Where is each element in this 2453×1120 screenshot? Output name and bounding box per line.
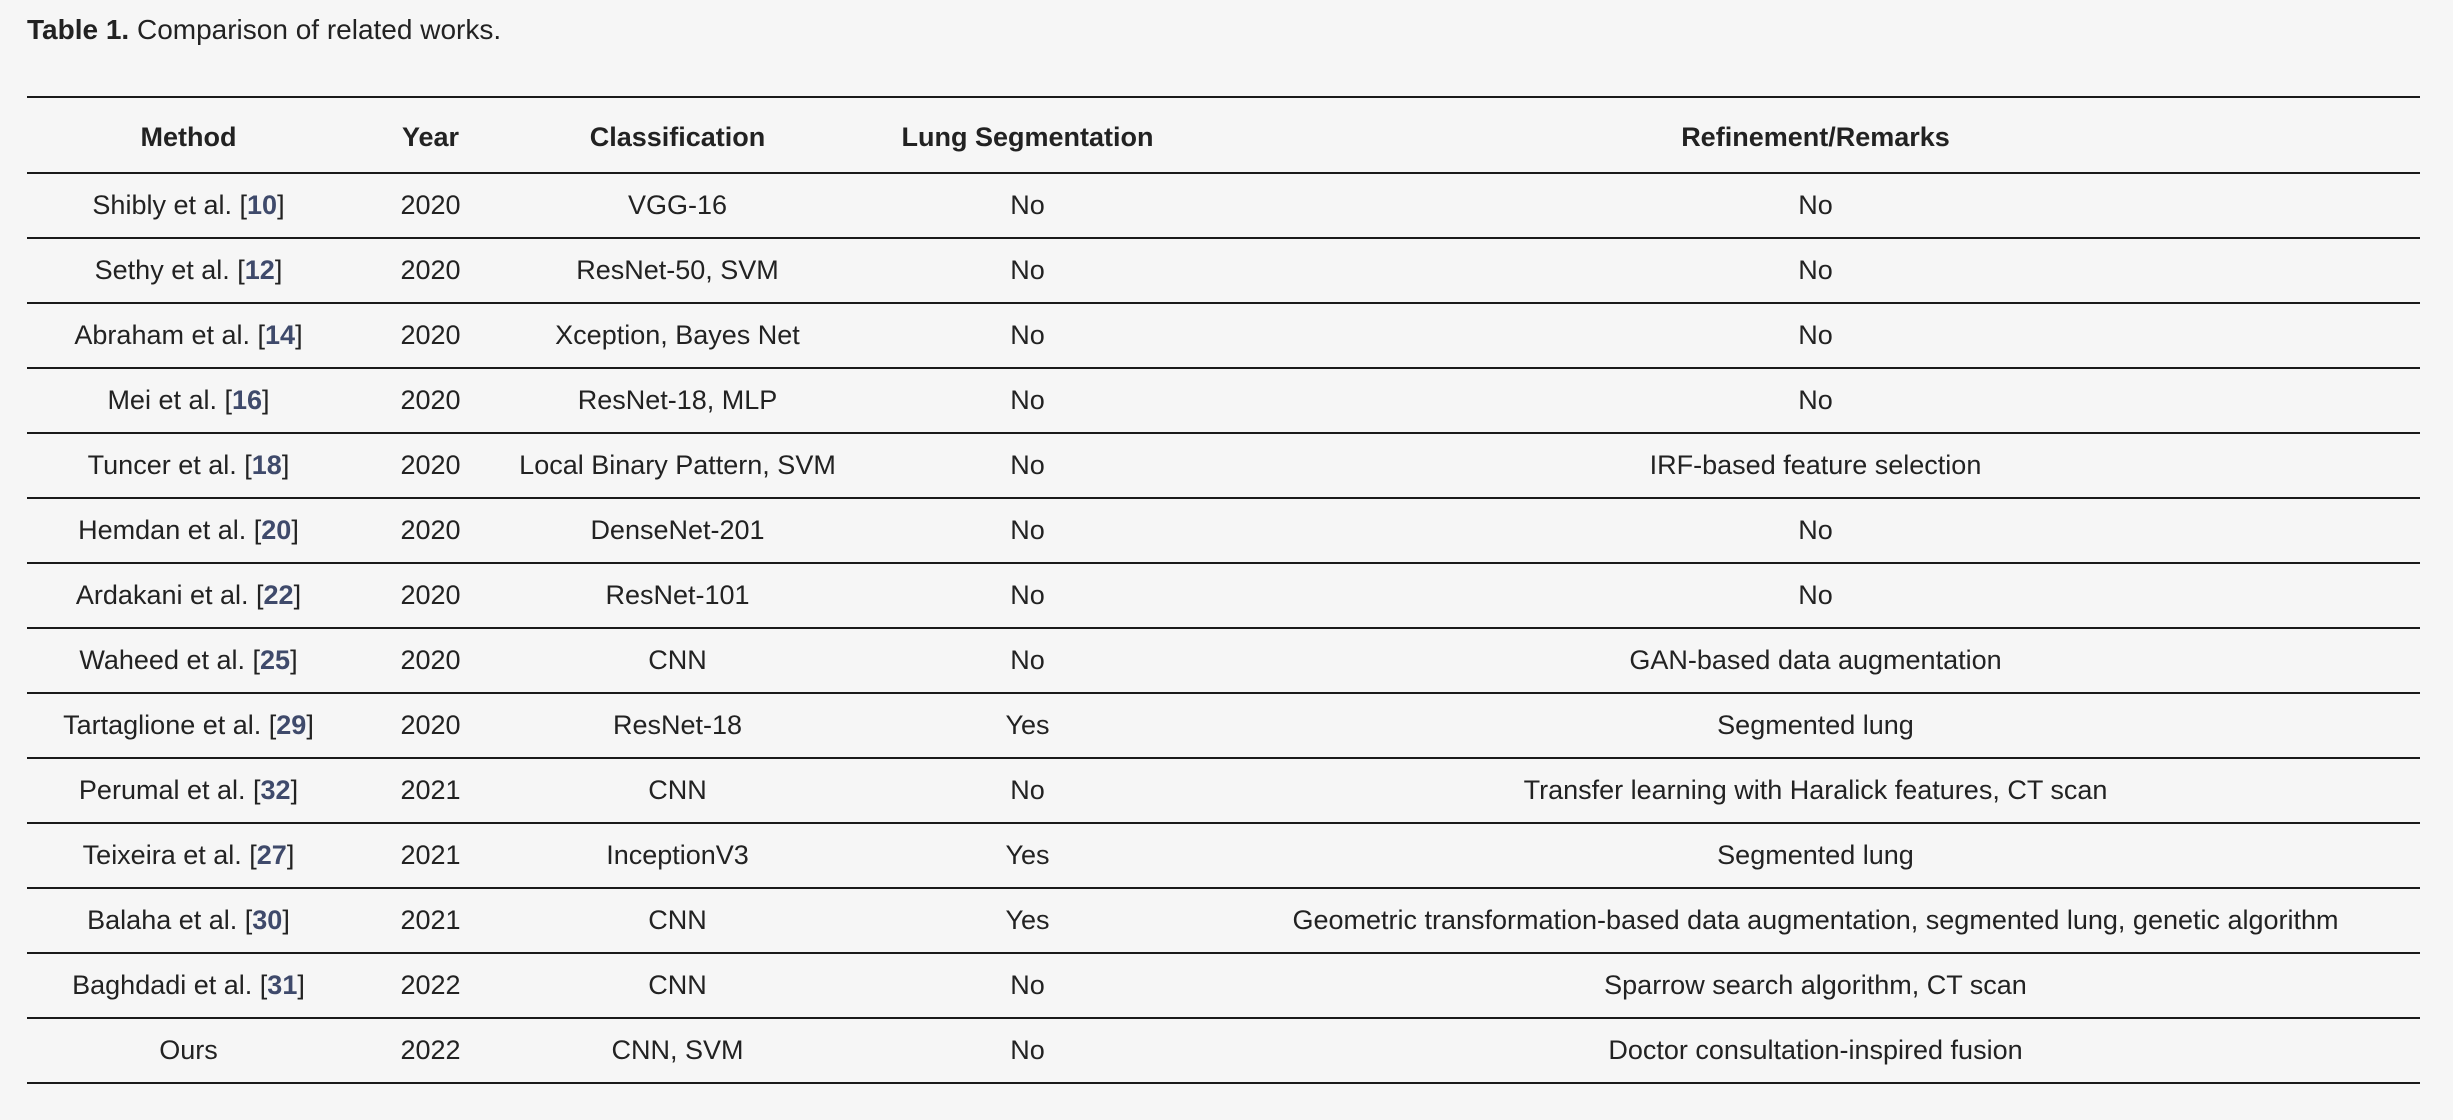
cell-lung-segmentation: No bbox=[1010, 970, 1045, 1000]
related-works-table bbox=[27, 96, 2420, 1084]
cell-year: 2022 bbox=[400, 970, 461, 1000]
cell-year: 2020 bbox=[400, 385, 461, 415]
cell-method: Hemdan et al. [20] bbox=[78, 515, 299, 545]
cell-remarks: No bbox=[1798, 320, 1833, 350]
cell-year: 2020 bbox=[400, 710, 461, 740]
header-classification: Classification bbox=[589, 121, 766, 152]
cell-remarks: Transfer learning with Haralick features, CT scan bbox=[1523, 775, 2108, 805]
cell-year: 2020 bbox=[400, 450, 461, 480]
table-caption-text: Comparison of related works. bbox=[136, 14, 502, 45]
cell-classification: CNN bbox=[648, 775, 707, 805]
cell-classification: ResNet-101 bbox=[605, 580, 750, 610]
cell-lung-segmentation: No bbox=[1010, 580, 1045, 610]
cell-remarks: Sparrow search algorithm, CT scan bbox=[1604, 970, 2027, 1000]
table-caption-label: Table 1. bbox=[27, 14, 130, 45]
header-year: Year bbox=[401, 121, 460, 152]
cell-remarks: No bbox=[1798, 385, 1833, 415]
table-row bbox=[27, 953, 2420, 1018]
header-method: Method bbox=[140, 121, 237, 152]
cell-classification: Xception, Bayes Net bbox=[555, 320, 800, 350]
table-row bbox=[27, 693, 2420, 758]
method-author: Baghdadi et al. bbox=[72, 970, 253, 1000]
cell-method: Shibly et al. [10] bbox=[92, 190, 285, 220]
table-row bbox=[27, 1018, 2420, 1083]
reference-link[interactable]: 12 bbox=[244, 255, 275, 285]
method-author: Shibly et al. bbox=[92, 190, 232, 220]
cell-year: 2020 bbox=[400, 515, 461, 545]
cell-classification: InceptionV3 bbox=[606, 840, 749, 870]
cell-method: Mei et al. [16] bbox=[107, 385, 270, 415]
cell-method: Sethy et al. [12] bbox=[94, 255, 283, 285]
cell-remarks: Geometric transformation-based data augmentation, segmented lung, genetic algorithm bbox=[1292, 905, 2339, 935]
cell-year: 2020 bbox=[400, 320, 461, 350]
cell-method: Tuncer et al. [18] bbox=[87, 450, 290, 480]
cell-method: Teixeira et al. [27] bbox=[82, 840, 295, 870]
method-author: Ours bbox=[159, 1035, 218, 1065]
cell-lung-segmentation: No bbox=[1010, 255, 1045, 285]
method-author: Teixeira et al. bbox=[82, 840, 242, 870]
cell-classification: VGG-16 bbox=[627, 190, 728, 220]
table-row bbox=[27, 758, 2420, 823]
cell-year: 2020 bbox=[400, 255, 461, 285]
cell-lung-segmentation: No bbox=[1010, 775, 1045, 805]
method-author: Waheed et al. bbox=[79, 645, 246, 675]
method-author: Perumal et al. bbox=[78, 775, 246, 805]
cell-remarks: IRF-based feature selection bbox=[1649, 450, 1982, 480]
reference-link[interactable]: 27 bbox=[256, 840, 287, 870]
cell-remarks: No bbox=[1798, 255, 1833, 285]
table-row bbox=[27, 628, 2420, 693]
method-author: Hemdan et al. bbox=[78, 515, 247, 545]
cell-lung-segmentation: No bbox=[1010, 645, 1045, 675]
cell-method: Waheed et al. [25] bbox=[79, 645, 298, 675]
reference-link[interactable]: 14 bbox=[265, 320, 296, 350]
cell-year: 2021 bbox=[400, 905, 461, 935]
header-lung-segmentation: Lung Segmentation bbox=[901, 121, 1154, 152]
cell-remarks: Doctor consultation-inspired fusion bbox=[1608, 1035, 2023, 1065]
table-row bbox=[27, 238, 2420, 303]
cell-remarks: GAN-based data augmentation bbox=[1629, 645, 2002, 675]
cell-lung-segmentation: No bbox=[1010, 450, 1045, 480]
cell-year: 2020 bbox=[400, 190, 461, 220]
cell-classification: CNN bbox=[648, 970, 707, 1000]
cell-remarks: No bbox=[1798, 190, 1833, 220]
cell-lung-segmentation: Yes bbox=[1005, 840, 1050, 870]
cell-year: 2020 bbox=[400, 580, 461, 610]
cell-remarks: Segmented lung bbox=[1717, 710, 1914, 740]
cell-lung-segmentation: No bbox=[1010, 515, 1045, 545]
cell-method: Tartaglione et al. [29] bbox=[63, 710, 314, 740]
method-author: Abraham et al. bbox=[74, 320, 250, 350]
header-remarks: Refinement/Remarks bbox=[1681, 121, 1950, 152]
cell-classification: CNN, SVM bbox=[611, 1035, 744, 1065]
reference-link[interactable]: 25 bbox=[260, 645, 291, 675]
cell-lung-segmentation: Yes bbox=[1005, 905, 1050, 935]
method-author: Tartaglione et al. bbox=[63, 710, 262, 740]
table-row bbox=[27, 563, 2420, 628]
cell-lung-segmentation: No bbox=[1010, 190, 1045, 220]
cell-method: Abraham et al. [14] bbox=[74, 320, 303, 350]
cell-method: Ardakani et al. [22] bbox=[75, 580, 302, 610]
reference-link[interactable]: 18 bbox=[251, 450, 282, 480]
reference-link[interactable]: 22 bbox=[263, 580, 294, 610]
method-author: Mei et al. bbox=[107, 385, 217, 415]
cell-method: Perumal et al. [32] bbox=[78, 775, 299, 805]
cell-lung-segmentation: No bbox=[1010, 1035, 1045, 1065]
cell-classification: ResNet-18, MLP bbox=[577, 385, 778, 415]
cell-method bbox=[27, 1018, 350, 1083]
table-body bbox=[27, 173, 2420, 1083]
cell-method: Baghdadi et al. [31] bbox=[72, 970, 305, 1000]
table-row bbox=[27, 888, 2420, 953]
reference-link[interactable]: 16 bbox=[232, 385, 263, 415]
cell-classification: ResNet-18 bbox=[612, 710, 743, 740]
reference-link[interactable]: 31 bbox=[267, 970, 298, 1000]
reference-link[interactable]: 30 bbox=[252, 905, 283, 935]
table-caption bbox=[27, 11, 501, 49]
cell-year: 2021 bbox=[400, 775, 461, 805]
cell-year: 2021 bbox=[400, 840, 461, 870]
cell-classification: Local Binary Pattern, SVM bbox=[519, 450, 836, 480]
reference-link[interactable]: 10 bbox=[247, 190, 278, 220]
table-row bbox=[27, 303, 2420, 368]
method-author: Sethy et al. bbox=[94, 255, 230, 285]
cell-method: Balaha et al. [30] bbox=[87, 905, 290, 935]
cell-year: 2020 bbox=[400, 645, 461, 675]
reference-link[interactable]: 32 bbox=[260, 775, 291, 805]
method-author: Balaha et al. bbox=[87, 905, 238, 935]
cell-remarks: Segmented lung bbox=[1717, 840, 1914, 870]
cell-remarks: No bbox=[1798, 580, 1833, 610]
table-row bbox=[27, 368, 2420, 433]
table-row bbox=[27, 433, 2420, 498]
method-author: Tuncer et al. bbox=[87, 450, 237, 480]
reference-link[interactable]: 20 bbox=[261, 515, 292, 545]
cell-classification: CNN bbox=[648, 905, 707, 935]
cell-lung-segmentation: Yes bbox=[1005, 710, 1050, 740]
table-row bbox=[27, 823, 2420, 888]
table-header-row bbox=[27, 97, 2420, 173]
cell-classification: CNN bbox=[648, 645, 707, 675]
cell-remarks: No bbox=[1798, 515, 1833, 545]
cell-lung-segmentation: No bbox=[1010, 320, 1045, 350]
method-author: Ardakani et al. bbox=[75, 580, 249, 610]
cell-classification: DenseNet-201 bbox=[590, 515, 765, 545]
table-row bbox=[27, 498, 2420, 563]
cell-classification: ResNet-50, SVM bbox=[576, 255, 779, 285]
cell-year: 2022 bbox=[400, 1035, 461, 1065]
reference-link[interactable]: 29 bbox=[276, 710, 307, 740]
table-row bbox=[27, 173, 2420, 238]
cell-lung-segmentation: No bbox=[1010, 385, 1045, 415]
